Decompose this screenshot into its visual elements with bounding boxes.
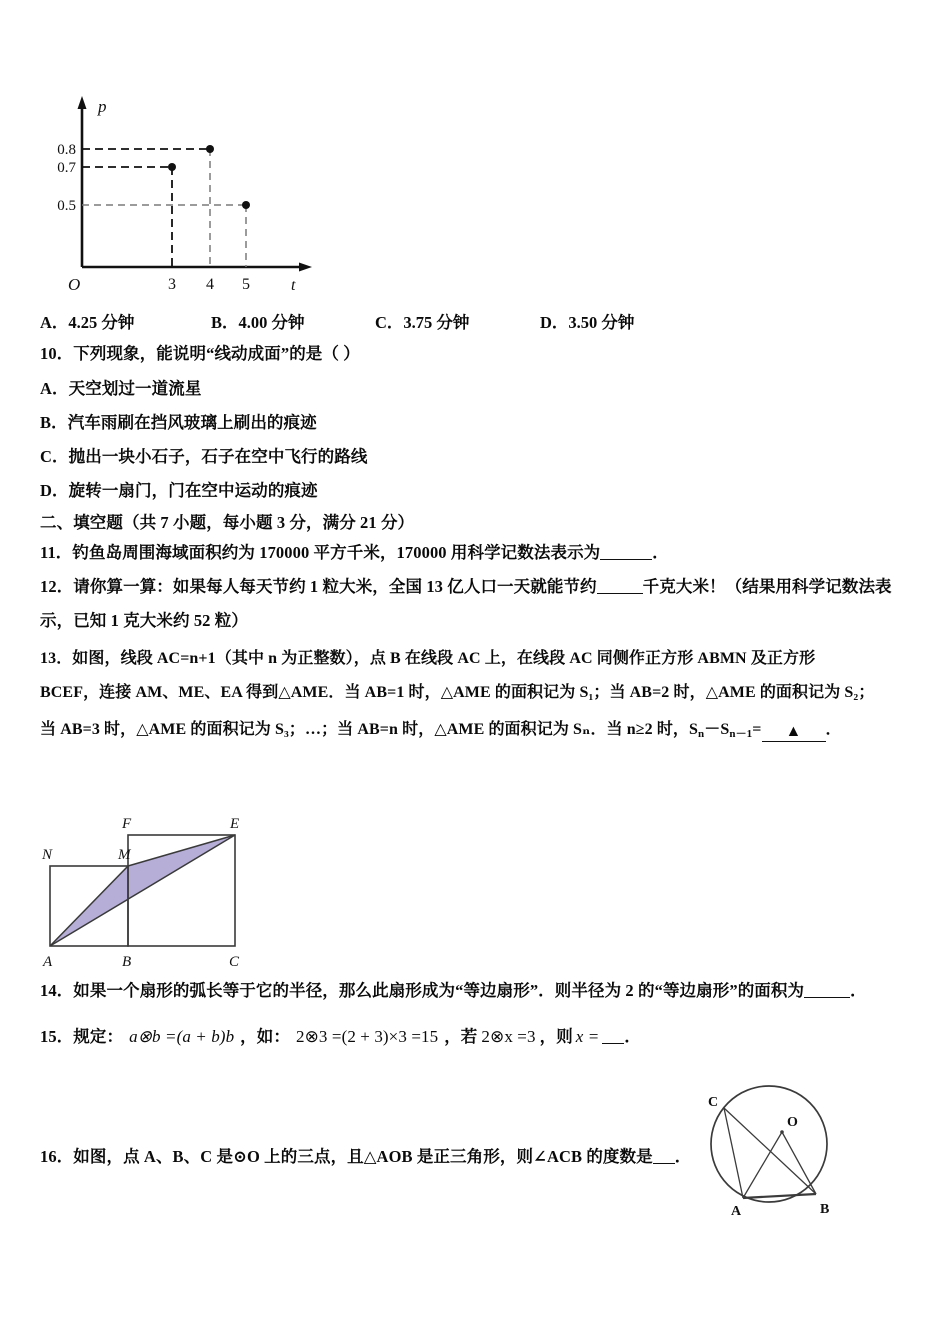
q9-choice-d[interactable] [540, 309, 634, 333]
q12-line1-after: 千克大米！（结果用科学记数法表 [642, 577, 892, 596]
q13-line2: BCEF，连接 AM、ME、EA 得到△AME．当 AB=1 时，△AME 的面积记为 S₁；当 AB=2 时，△AME 的面积记为 S₂； [40, 684, 875, 701]
q10-option-d-text: 旋转一扇门，门在空中运动的痕迹 [68, 481, 318, 500]
q14-text [40, 981, 867, 1001]
q14-text-before: 14．如果一个扇形的弧长等于它的半径，那么此扇形成为“等边扇形”．则半径为 2 的“等边扇形”的面积为 [40, 981, 805, 1000]
data-point-2 [206, 145, 214, 153]
q10-option-c[interactable] [40, 447, 367, 467]
label-o: O [787, 1115, 798, 1130]
x-axis-arrow [299, 263, 312, 272]
label-e: E [230, 816, 240, 832]
q15-formula-3: 2⊗x =3 [481, 1027, 536, 1046]
q15-formula-4: x = [575, 1027, 600, 1046]
chord-ab [743, 1194, 816, 1198]
figure-squares-diagram [32, 806, 282, 976]
label-a: A [731, 1204, 742, 1217]
q9-choice-a-letter: A． [40, 313, 69, 332]
q9-choice-c-text: 3.75 分钟 [403, 313, 470, 332]
figure-squares-svg [32, 806, 282, 976]
q10-option-b-letter: B． [40, 413, 68, 432]
data-point-3 [242, 201, 250, 209]
q15-text [40, 1027, 641, 1047]
x-axis-label: t [291, 277, 296, 294]
q9-choice-c-letter: C． [375, 313, 404, 332]
figure-circle-diagram [686, 1082, 866, 1217]
ytick-label-2: 0.5 [57, 198, 76, 214]
label-b: B [820, 1202, 830, 1217]
q10-option-c-text: 抛出一块小石子，石子在空中飞行的路线 [68, 447, 368, 466]
radius-ob [782, 1132, 816, 1194]
q9-choice-b-text: 4.00 分钟 [238, 313, 305, 332]
label-f: F [122, 816, 132, 832]
chart-svg [46, 92, 346, 297]
q13-sub-n-1: n－1 [729, 728, 753, 740]
y-axis-label: p [98, 97, 107, 116]
q13-line3-a: 当 AB=3 时，△AME 的面积记为 S₃；…；当 AB=n 时，△AME 的面积记为 Sₙ．当 n≥2 时，S [40, 721, 699, 738]
xtick-label-2: 5 [242, 276, 250, 293]
label-b: B [122, 954, 132, 970]
q9-choice-b[interactable] [211, 309, 305, 333]
radius-oa [743, 1132, 782, 1198]
q15-mid-1: ，如： [240, 1027, 290, 1046]
q14-text-after: ． [850, 981, 867, 1000]
q10-option-a-letter: A． [40, 379, 69, 398]
pt-scatter-chart [46, 92, 346, 297]
q13-line3 [40, 720, 842, 742]
q15-answer-blank[interactable] [602, 1043, 624, 1044]
q12-line1-before: 12．请你算一算：如果每人每天节约 1 粒大米，全国 13 亿人口一天就能节约 [40, 577, 597, 596]
q13-line3-end: ． [825, 721, 842, 738]
origin-label: O [68, 275, 81, 294]
y-axis-arrow [78, 96, 87, 109]
label-m: M [118, 847, 131, 863]
q10-stem: 10．下列现象，能说明“线动成面”的是（ ） [40, 344, 360, 363]
q12-line1 [40, 577, 892, 597]
q9-choice-a[interactable] [40, 309, 134, 333]
q15-label: 15．规定： [40, 1027, 124, 1046]
q10-option-d[interactable] [40, 481, 318, 501]
q11-text-before: 11．钓鱼岛周围海域面积约为 170000 平方千米，170000 用科学记数法表示为 [40, 543, 601, 562]
q10-option-b-text: 汽车雨刷在挡风玻璃上刷出的痕迹 [67, 413, 317, 432]
q11-answer-blank[interactable] [600, 559, 652, 560]
q9-choice-c[interactable] [375, 309, 469, 333]
q9-choice-a-text: 4.25 分钟 [68, 313, 135, 332]
q10-option-a-text: 天空划过一道流星 [68, 379, 202, 398]
q10-option-a[interactable] [40, 379, 201, 399]
q9-choice-d-text: 3.50 分钟 [568, 313, 635, 332]
label-c: C [229, 954, 240, 970]
center-dot [780, 1130, 784, 1134]
q12-answer-blank[interactable] [597, 593, 643, 594]
q10-option-b[interactable] [40, 413, 317, 433]
q15-mid-3: ，则 [539, 1027, 573, 1046]
q13-line1: 13．如图，线段 AC=n+1（其中 n 为正整数），点 B 在线段 AC 上，在线段 AC 同侧作正方形 ABMN 及正方形 [40, 650, 816, 667]
q16-answer-blank[interactable] [653, 1163, 675, 1164]
xtick-label-0: 3 [168, 276, 176, 293]
q13-minus: －S [704, 721, 730, 738]
q13-eq: = [752, 721, 762, 738]
q14-answer-blank[interactable] [804, 997, 850, 998]
q13-answer-blank[interactable]: ▲ [762, 722, 826, 742]
ytick-label-0: 0.8 [57, 142, 76, 158]
q11-text [40, 543, 669, 563]
label-a: A [43, 954, 53, 970]
segment-ea [50, 835, 235, 946]
q16-text [40, 1147, 691, 1167]
label-n: N [42, 847, 53, 863]
section2-heading: 二、填空题（共 7 小题，每小题 3 分，满分 21 分） [40, 513, 415, 532]
q16-text-before: 16．如图，点 A、B、C 是⊙O 上的三点，且△AOB 是正三角形，则∠ACB 的度数是 [40, 1147, 653, 1166]
q9-choice-d-letter: D． [540, 313, 569, 332]
q16-text-after: ． [674, 1147, 692, 1166]
q11-text-after: ． [652, 543, 669, 562]
q12-line2: 示，已知 1 克大米约 52 粒） [40, 611, 248, 630]
q9-choice-b-letter: B． [211, 313, 239, 332]
chord-cb [724, 1108, 816, 1194]
figure-circle-svg [686, 1082, 866, 1217]
q10-option-c-letter: C． [40, 447, 69, 466]
ytick-label-1: 0.7 [57, 160, 76, 176]
q13-sub-n: n [698, 728, 705, 740]
q15-tail: ． [624, 1027, 641, 1046]
q15-mid-2: ，若 [444, 1027, 478, 1046]
label-c: C [708, 1095, 719, 1110]
xtick-label-1: 4 [206, 276, 214, 293]
q15-formula-1: a⊗b =(a + b)b [129, 1027, 235, 1046]
circle-o [711, 1086, 827, 1202]
q10-option-d-letter: D． [40, 481, 69, 500]
q15-formula-2: 2⊗3 =(2 + 3)×3 =15 [295, 1027, 439, 1046]
data-point-1 [168, 163, 176, 171]
